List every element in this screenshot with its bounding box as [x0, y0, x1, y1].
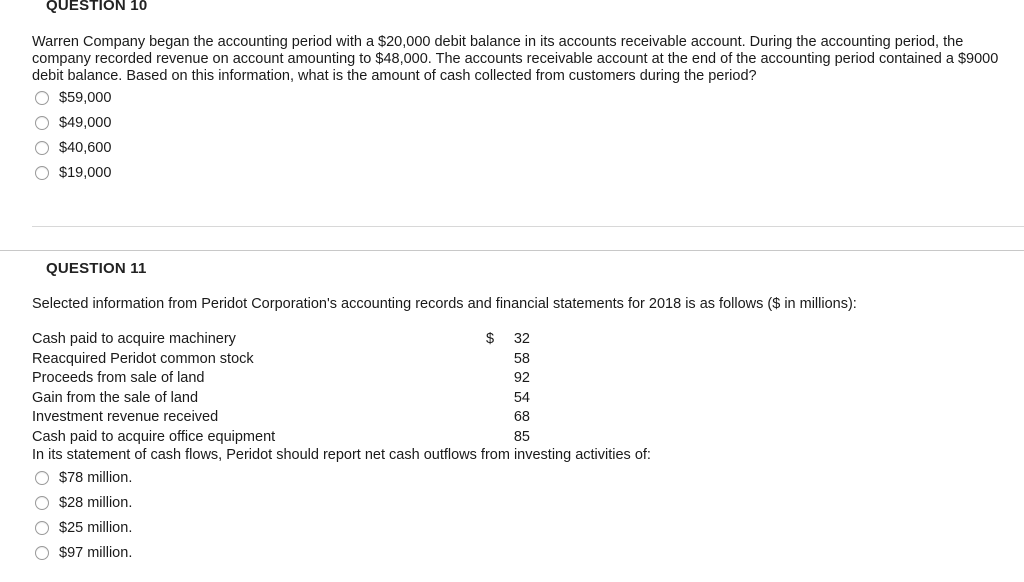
q11-choice-2[interactable] — [35, 494, 132, 512]
q11-choice-4-label: $97 million. — [59, 545, 133, 561]
q10-choice-1-label: $59,000 — [59, 90, 112, 106]
fin-row-label: Reacquired Peridot common stock — [32, 351, 254, 367]
fin-row-label: Cash paid to acquire office equipment — [32, 429, 276, 445]
currency-symbol: $ — [486, 331, 495, 347]
fin-row-label: Gain from the sale of land — [32, 390, 199, 406]
q11-choice-1[interactable] — [35, 469, 132, 487]
radio-button[interactable] — [35, 166, 49, 180]
q11-choice-1-label: $78 million. — [59, 470, 133, 486]
fin-row-label: Proceeds from sale of land — [32, 370, 205, 386]
question-11-intro: Selected information from Peridot Corporation's accounting records and financial statements for 2018 is as follows ($ in millions): — [32, 296, 857, 312]
q10-choice-1[interactable] — [35, 89, 111, 107]
fin-row-value: 92 — [513, 370, 530, 386]
fin-row-value: 68 — [513, 409, 530, 425]
fin-row-label: Investment revenue received — [32, 409, 219, 425]
question-10-text: Warren Company began the accounting period with a $20,000 debit balance in its accounts receivable account. During the accounting period, the company recorded revenue on account amounting to $48,000. The accounts receivable account at the end of the accounting period contained a $9000 debit balance. Based on this information, what is the amount of cash collected from customers during the period? — [32, 34, 999, 84]
fin-row-label: Cash paid to acquire machinery — [32, 331, 236, 347]
fin-row-value: 58 — [513, 351, 530, 367]
fin-row-value: 85 — [513, 429, 530, 445]
section-divider — [0, 250, 1024, 251]
q10-choice-2[interactable] — [35, 114, 111, 132]
question-10-title: QUESTION 10 — [46, 0, 148, 14]
radio-button[interactable] — [35, 91, 49, 105]
q11-choice-2-label: $28 million. — [59, 495, 133, 511]
q11-choice-4[interactable] — [35, 544, 132, 562]
radio-button[interactable] — [35, 546, 49, 560]
fin-row-value: 54 — [513, 390, 530, 406]
question-11-title: QUESTION 11 — [46, 260, 147, 277]
radio-button[interactable] — [35, 471, 49, 485]
q10-choice-4-label: $19,000 — [59, 165, 112, 181]
question-divider — [32, 226, 1024, 227]
q10-choice-2-label: $49,000 — [59, 115, 112, 131]
q11-choice-3[interactable] — [35, 519, 132, 537]
q11-choice-3-label: $25 million. — [59, 520, 133, 536]
radio-button[interactable] — [35, 521, 49, 535]
q10-choice-3-label: $40,600 — [59, 140, 112, 156]
radio-button[interactable] — [35, 116, 49, 130]
q10-choice-3[interactable] — [35, 139, 111, 157]
radio-button[interactable] — [35, 141, 49, 155]
q10-choice-4[interactable] — [35, 164, 111, 182]
radio-button[interactable] — [35, 496, 49, 510]
fin-row-value: 32 — [513, 331, 530, 347]
question-11-prompt: In its statement of cash flows, Peridot should report net cash outflows from investing activities of: — [32, 447, 651, 463]
